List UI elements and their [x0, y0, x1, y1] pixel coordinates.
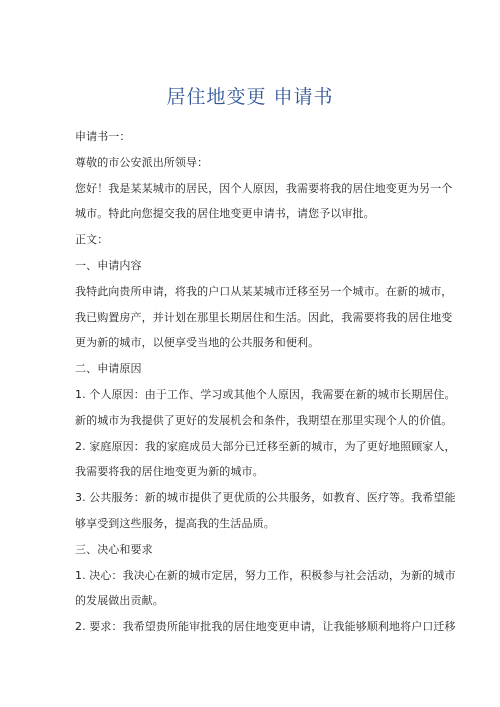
text-line: 城市。特此向您提交我的居住地变更申请书，请您予以审批。	[75, 207, 375, 221]
text-line: 够享受到这些服务，提高我的生活品质。	[75, 516, 275, 530]
text-line: 的发展做出贡献。	[75, 594, 164, 608]
text-line: 3. 公共服务：新的城市提供了更优质的公共服务，如教育、医疗等。我希望能	[75, 491, 456, 505]
text-line: 正文：	[75, 233, 109, 247]
text-line: 我已购置房产，并计划在那里长期居住和生活。因此，我需要将我的居住地变	[75, 310, 453, 324]
text-line: 尊敬的市公安派出所领导：	[75, 155, 209, 169]
document-body	[75, 124, 456, 640]
section-heading: 三、决心和要求	[75, 542, 153, 556]
text-line: 2. 家庭原因：我的家庭成员大部分已迁移至新的城市，为了更好地照顾家人，	[75, 439, 456, 453]
text-line: 申请书一：	[75, 130, 131, 143]
section-heading: 二、申请原因	[75, 362, 142, 376]
text-line: 更为新的城市，以便享受当地的公共服务和便利。	[75, 336, 320, 350]
text-line: 您好！我是某某城市的居民，因个人原因，我需要将我的居住地变更为另一个	[75, 181, 453, 195]
text-line: 我特此向贵所申请，将我的户口从某某城市迁移至另一个城市。在新的城市，	[75, 284, 453, 298]
text-line: 2. 要求：我希望贵所能审批我的居住地变更申请，让我能够顺利地将户口迁移	[75, 620, 456, 634]
text-line: 新的城市为我提供了更好的发展机会和条件，我期望在那里实现个人的价值。	[75, 413, 453, 427]
section-heading: 一、申请内容	[75, 258, 142, 272]
document-title: 居住地变更 申请书	[166, 86, 334, 108]
text-line: 1. 个人原因：由于工作、学习或其他个人原因，我需要在新的城市长期居住。	[75, 387, 456, 401]
text-line: 我需要将我的居住地变更为新的城市。	[75, 465, 264, 479]
text-line: 1. 决心：我决心在新的城市定居，努力工作，积极参与社会活动，为新的城市	[75, 568, 456, 582]
